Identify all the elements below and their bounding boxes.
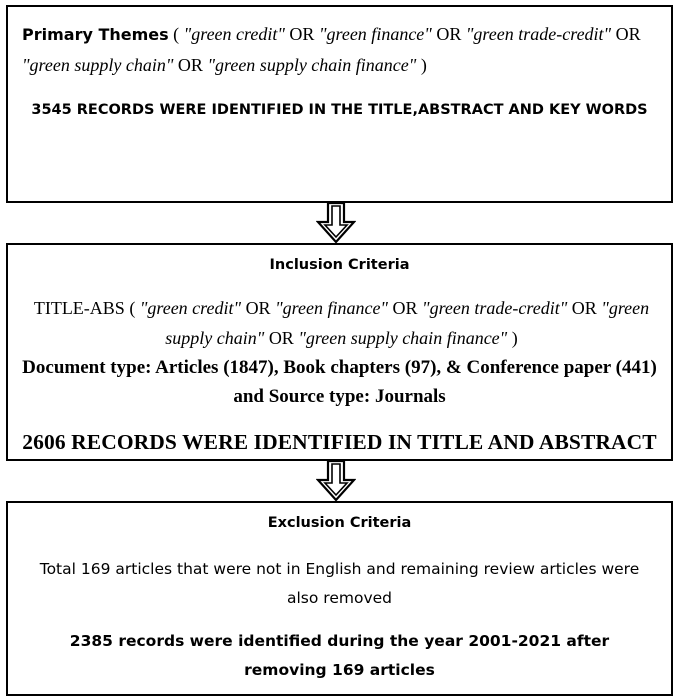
term-green-supply-chain: "green supply chain" — [22, 55, 174, 75]
term-green-supply-chain-finance: "green supply chain finance" — [207, 55, 417, 75]
final-records-count: 2385 records were identified during the year 2001-2021 after removing 169 articles — [69, 632, 610, 679]
or-operator: OR — [268, 328, 294, 348]
primary-themes-box — [6, 5, 673, 203]
close-paren: ) — [507, 328, 518, 348]
term-green-finance: "green finance" — [318, 24, 432, 44]
down-arrow-icon — [316, 202, 356, 244]
open-paren: ( — [168, 24, 184, 44]
term-green-finance: "green finance" — [275, 298, 388, 318]
or-operator: OR — [245, 298, 271, 318]
or-operator: OR — [289, 24, 315, 44]
primary-records-count: 3545 RECORDS WERE IDENTIFIED IN THE TITLE,ABSTRACT AND KEY WORDS — [31, 102, 648, 118]
term-green-trade-credit: "green trade-credit" — [465, 24, 612, 44]
or-operator: OR — [392, 298, 418, 318]
title-abs-prefix: TITLE-ABS ( — [33, 298, 140, 318]
exclusion-criteria-heading: Exclusion Criteria — [267, 515, 412, 531]
or-operator: OR — [571, 298, 597, 318]
term-green-credit: "green credit" — [183, 24, 285, 44]
term-green-supply-chain-finance: "green supply chain finance" — [298, 328, 508, 348]
term-green-credit: "green credit" — [139, 298, 242, 318]
primary-themes-label: Primary Themes — [22, 25, 169, 44]
exclusion-note: Total 169 articles that were not in English and remaining review articles were also removed — [39, 560, 640, 607]
down-arrow-icon — [316, 460, 356, 502]
exclusion-criteria-box — [6, 501, 673, 696]
term-green-trade-credit: "green trade-credit" — [422, 298, 568, 318]
inclusion-criteria-box — [6, 243, 673, 461]
inclusion-criteria-heading: Inclusion Criteria — [269, 257, 410, 273]
document-type-text: Document type: Articles (1847), Book chapters (97), & Conference paper (441) and Source type: Journals — [22, 357, 657, 407]
or-operator: OR — [436, 24, 462, 44]
inclusion-records-count: 2606 RECORDS WERE IDENTIFIED IN TITLE AND ABSTRACT — [22, 430, 657, 454]
inclusion-query — [22, 293, 661, 353]
term-green-supply-chain: "green supply chain" — [165, 298, 650, 348]
or-operator: OR — [615, 24, 641, 44]
or-operator: OR — [177, 55, 203, 75]
close-paren: ) — [416, 55, 427, 75]
primary-themes-query — [22, 19, 661, 80]
